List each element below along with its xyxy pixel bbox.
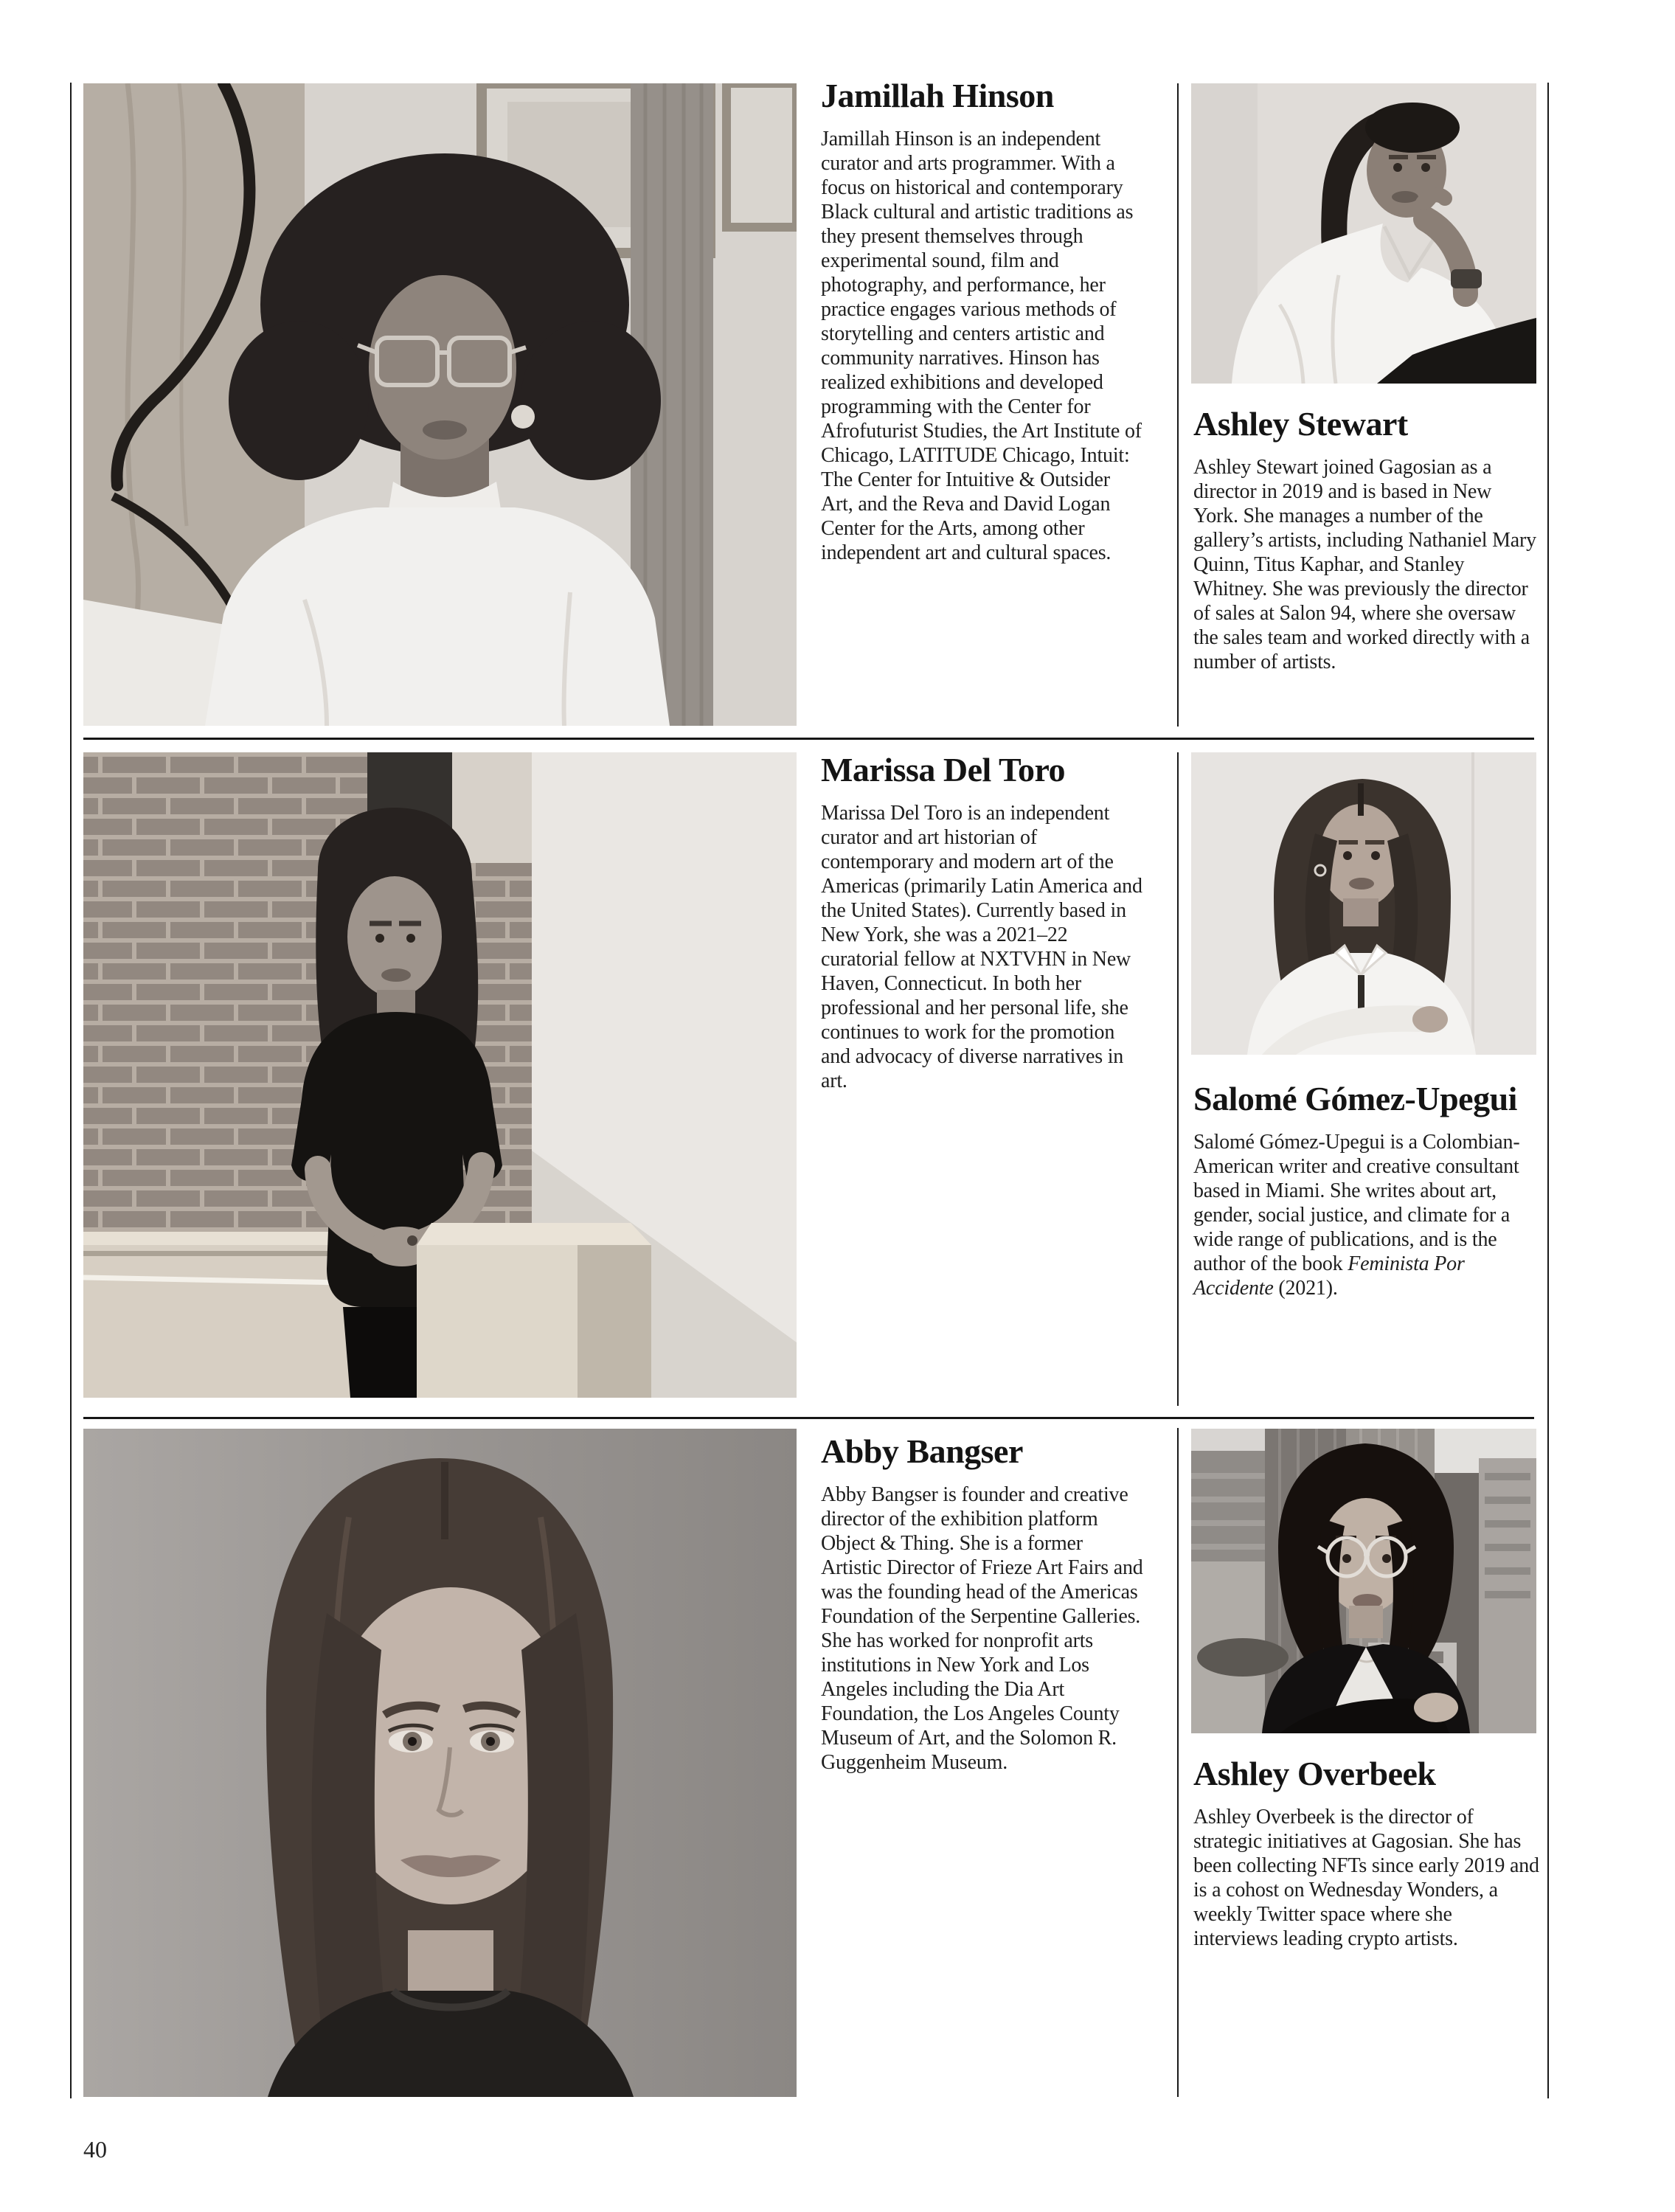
heading-abby-bangser: Abby Bangser <box>821 1432 1023 1470</box>
bio-text-post: (2021). <box>1273 1277 1338 1300</box>
bio-abby-bangser: Abby Bangser is founder and creative director of the exhibition platform Object & Thing. She is a former Artistic Director of Frieze Art Fairs and was the founding head of the Americas Foundation of the Serpentine Galleries. She has worked for nonprofit arts institutions in New York and Los Angeles including the Dia Art Foundation, the Los Angeles County Museum of Art, and the Solomon R. Guggenheim Museum. <box>821 1483 1143 1774</box>
bio-text-pre: Salomé Gómez-Upegui is a Colombian-American writer and creative consultant based in Miami. She writes about art, gender, social justice, and climate for a wide range of publications, and is the author of the book <box>1193 1131 1520 1275</box>
column-rule-section-3 <box>1177 1428 1179 2097</box>
bio-ashley-stewart: Ashley Stewart joined Gagosian as a director in 2019 and is based in New York. She manages a number of the gallery’s artists, including Nathaniel Mary Quinn, Titus Kaphar, and Stanley Whitney. She was previously the director of sales at Salon 94, where she oversaw the sales team and worked directly with a number of artists. <box>1193 456 1536 673</box>
bio-marissa-del-toro: Marissa Del Toro is an independent curator and art historian of contemporary and modern art of the Americas (primarily Latin America and the United States). Currently based in New York, she was a 2021–22 curatorial fellow at NXTVHN in New Haven, Connecticut. In both her professional and her personal life, she continues to work for the promotion and advocacy of diverse narratives in art. <box>821 802 1142 1092</box>
bio-jamillah-hinson: Jamillah Hinson is an independent curator and arts programmer. With a focus on historical and contemporary Black cultural and artistic traditions as they present themselves through experimental sound, film and photography, and performance, her practice engages various methods of storytelling and centers artistic and community narratives. Hinson has realized exhibitions and developed programming with the Center for Afrofuturist Studies, the Art Institute of Chicago, LATITUDE Chicago, Intuit: The Center for Intuitive & Outsider Art, and the Reva and David Logan Center for the Arts, among other independent art and cultural spaces. <box>821 128 1142 564</box>
bio-salome-gomez-upegui <box>1193 1130 1540 1300</box>
right-edge-rule <box>1547 83 1549 2098</box>
section-divider-2 <box>83 1417 1534 1419</box>
left-edge-rule <box>70 83 72 2098</box>
column-rule-section-2 <box>1177 752 1179 1406</box>
heading-jamillah-hinson: Jamillah Hinson <box>821 77 1054 114</box>
page-number: 40 <box>83 2136 107 2163</box>
book-title-italic: Feminista Por Accidente <box>1193 1252 1465 1300</box>
heading-ashley-overbeek: Ashley Overbeek <box>1193 1755 1436 1792</box>
bio-ashley-overbeek: Ashley Overbeek is the director of strategic initiatives at Gagosian. She has been collecting NFTs since early 2019 and is a cohost on Wednesday Wonders, a weekly Twitter space where she interviews leading crypto artists. <box>1193 1806 1539 1950</box>
photo-marissa-del-toro <box>83 752 797 1398</box>
section-divider-1 <box>83 738 1534 740</box>
heading-salome-gomez-upegui: Salomé Gómez-Upegui <box>1193 1080 1517 1117</box>
photo-salome-gomez-upegui <box>1191 752 1536 1055</box>
photo-abby-bangser <box>83 1429 797 2097</box>
photo-ashley-overbeek <box>1191 1429 1536 1733</box>
photo-ashley-stewart <box>1191 83 1536 384</box>
heading-marissa-del-toro: Marissa Del Toro <box>821 751 1066 788</box>
column-rule-section-1 <box>1177 83 1179 727</box>
photo-jamillah-hinson <box>83 83 797 726</box>
heading-ashley-stewart: Ashley Stewart <box>1193 405 1408 443</box>
